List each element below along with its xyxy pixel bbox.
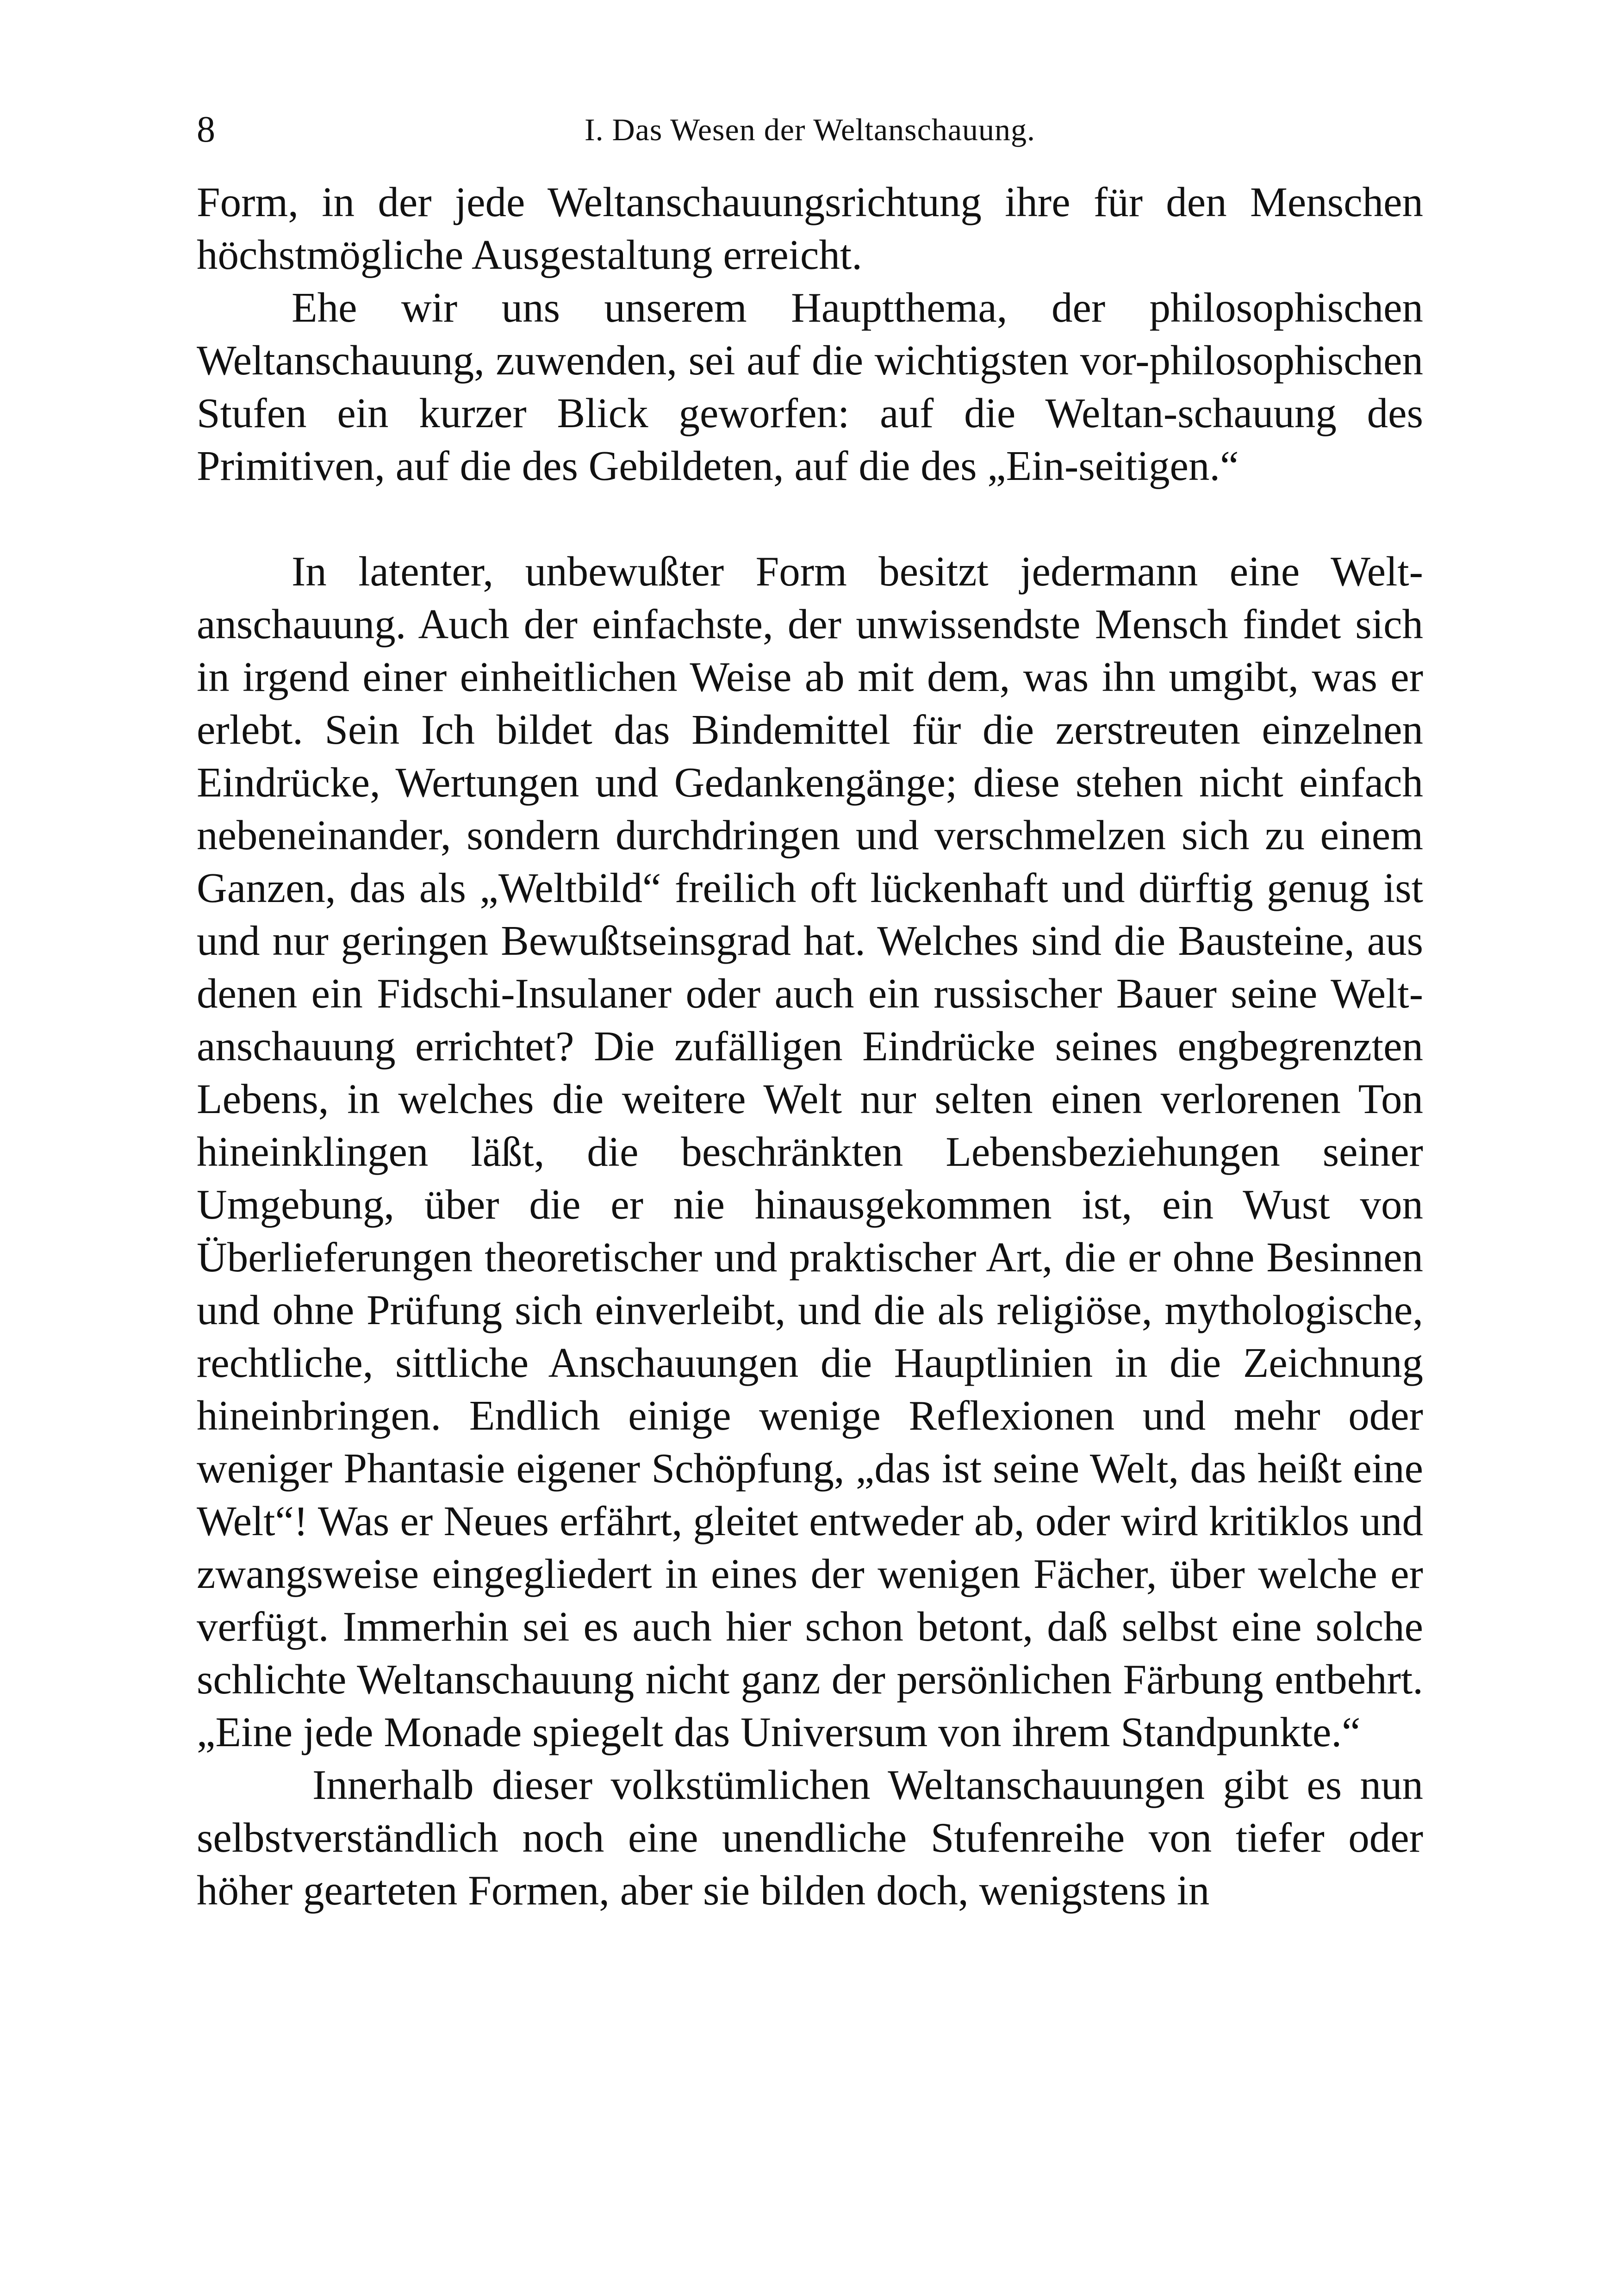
running-title: I. Das Wesen der Weltanschauung. [584,112,1036,147]
paragraph-popular-worldviews: Innerhalb dieser volkstümlichen Weltanschauungen gibt es nun selbstverständlich noch eine unendliche Stufenreihe von tiefer oder höher gearteten Formen, aber sie bilden doch, wenigstens in [197,1761,1423,1914]
body-text [197,176,1423,1917]
paragraph-introduction: Ehe wir uns unserem Hauptthema, der philosophischen Weltanschauung, zuwenden, sei auf die wichtigsten vor-philosophischen Stufen ein kurzer Blick geworfen: auf die Weltan-schauung des Primitiven, auf die des Gebildeten, auf die des „Ein-seitigen.“ [197,284,1423,489]
paragraph-continuation: Form, in der jede Weltanschauungsrichtung ihre für den Menschen höchstmögliche Ausgestaltung erreicht. [197,179,1423,278]
page-number: 8 [197,109,215,150]
running-header [197,100,1423,150]
paragraph-latent-worldview: In latenter, unbewußter Form besitzt jedermann eine Welt-anschauung. Auch der einfachste, der unwissendste Mensch findet sich in irgend einer einheitlichen Weise ab mit dem, was ihn umgibt, was er erlebt. Sein Ich bildet das Bindemittel für die zerstreuten einzelnen Eindrücke, Wertungen und Gedankengänge; diese stehen nicht einfach nebeneinander, sondern durchdringen und verschmelzen sich zu einem Ganzen, das als „Weltbild“ freilich oft lückenhaft und dürftig genug ist und nur geringen Bewußtseinsgrad hat. Welches sind die Bausteine, aus denen ein Fidschi-Insulaner oder auch ein russischer Bauer seine Welt-anschauung errichtet? Die zufälligen Eindrücke seines engbegrenzten Lebens, in welches die weitere Welt nur selten einen verlorenen Ton hineinklingen läßt, die beschränkten Lebensbeziehungen seiner Umgebung, über die er nie hinausgekommen ist, ein Wust von Überlieferungen theoretischer und praktischer Art, die er ohne Besinnen und ohne Prüfung sich einverleibt, und die als religiöse, mythologische, rechtliche, sittliche Anschauungen die Hauptlinien in die Zeichnung hineinbringen. Endlich einige wenige Reflexionen und mehr oder weniger Phantasie eigener Schöpfung, „das ist seine Welt, das heißt eine Welt“! Was er Neues erfährt, gleitet entweder ab, oder wird kritiklos und zwangsweise eingegliedert in eines der wenigen Fächer, über welche er verfügt. Immerhin sei es auch hier schon betont, daß selbst eine solche schlichte Weltanschauung nicht ganz der persönlichen Färbung entbehrt. „Eine jede Monade spiegelt das Universum von ihrem Standpunkte.“ [197,548,1423,1755]
